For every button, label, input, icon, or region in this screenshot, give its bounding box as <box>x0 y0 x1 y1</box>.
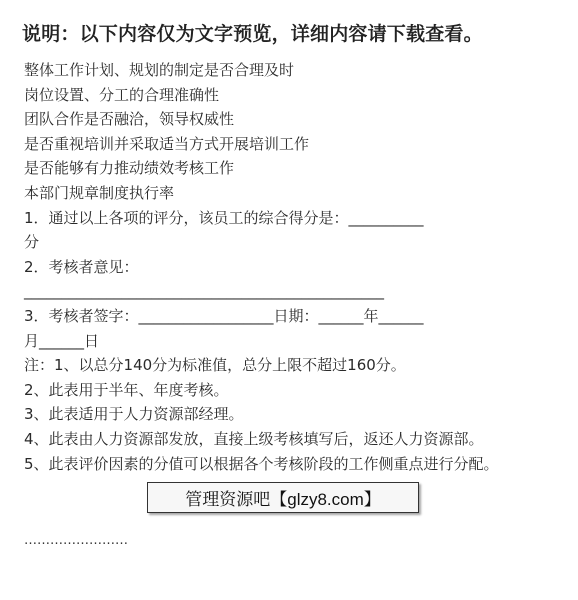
opinion-label: 2．考核者意见： <box>24 257 139 276</box>
criterion-3: 团队合作是否融洽，领导权威性 <box>24 110 235 129</box>
preview-notice: 说明：以下内容仅为文字预览，详细内容请下载查看。 <box>22 23 483 45</box>
criterion-4: 是否重视培训并采取适当方式开展培训工作 <box>24 134 310 153</box>
note-4: 4、此表由人力资源部发放，直接上级考核填写后，返还人力资源部。 <box>24 429 484 448</box>
watermark-banner: 管理资源吧【glzy8.com】 <box>147 482 419 513</box>
opinion-blank: ________________________________________________ <box>24 282 384 301</box>
criterion-5: 是否能够有力推动绩效考核工作 <box>24 159 235 178</box>
criterion-6: 本部门规章制度执行率 <box>24 183 175 202</box>
criterion-2: 岗位设置、分工的合理准确性 <box>24 85 220 104</box>
note-5: 5、此表评价因素的分值可以根据各个考核阶段的工作侧重点进行分配。 <box>24 454 499 473</box>
note-3: 3、此表适用于人力资源部经理。 <box>24 405 244 424</box>
score-unit: 分 <box>24 233 40 252</box>
criterion-1: 整体工作计划、规划的制定是否合理及时 <box>24 61 295 79</box>
score-line: 1．通过以上各项的评分，该员工的综合得分是：__________ <box>24 208 424 227</box>
document-body <box>24 58 554 476</box>
note-1: 注：1、以总分140分为标准值，总分上限不超过160分。 <box>24 356 406 375</box>
signature-line: 3．考核者签字：__________________日期：______年______ <box>24 306 424 325</box>
note-2: 2、此表用于半年、年度考核。 <box>24 380 229 399</box>
truncation-ellipsis: …………………… <box>24 533 128 548</box>
date-line: 月______日 <box>24 331 100 350</box>
